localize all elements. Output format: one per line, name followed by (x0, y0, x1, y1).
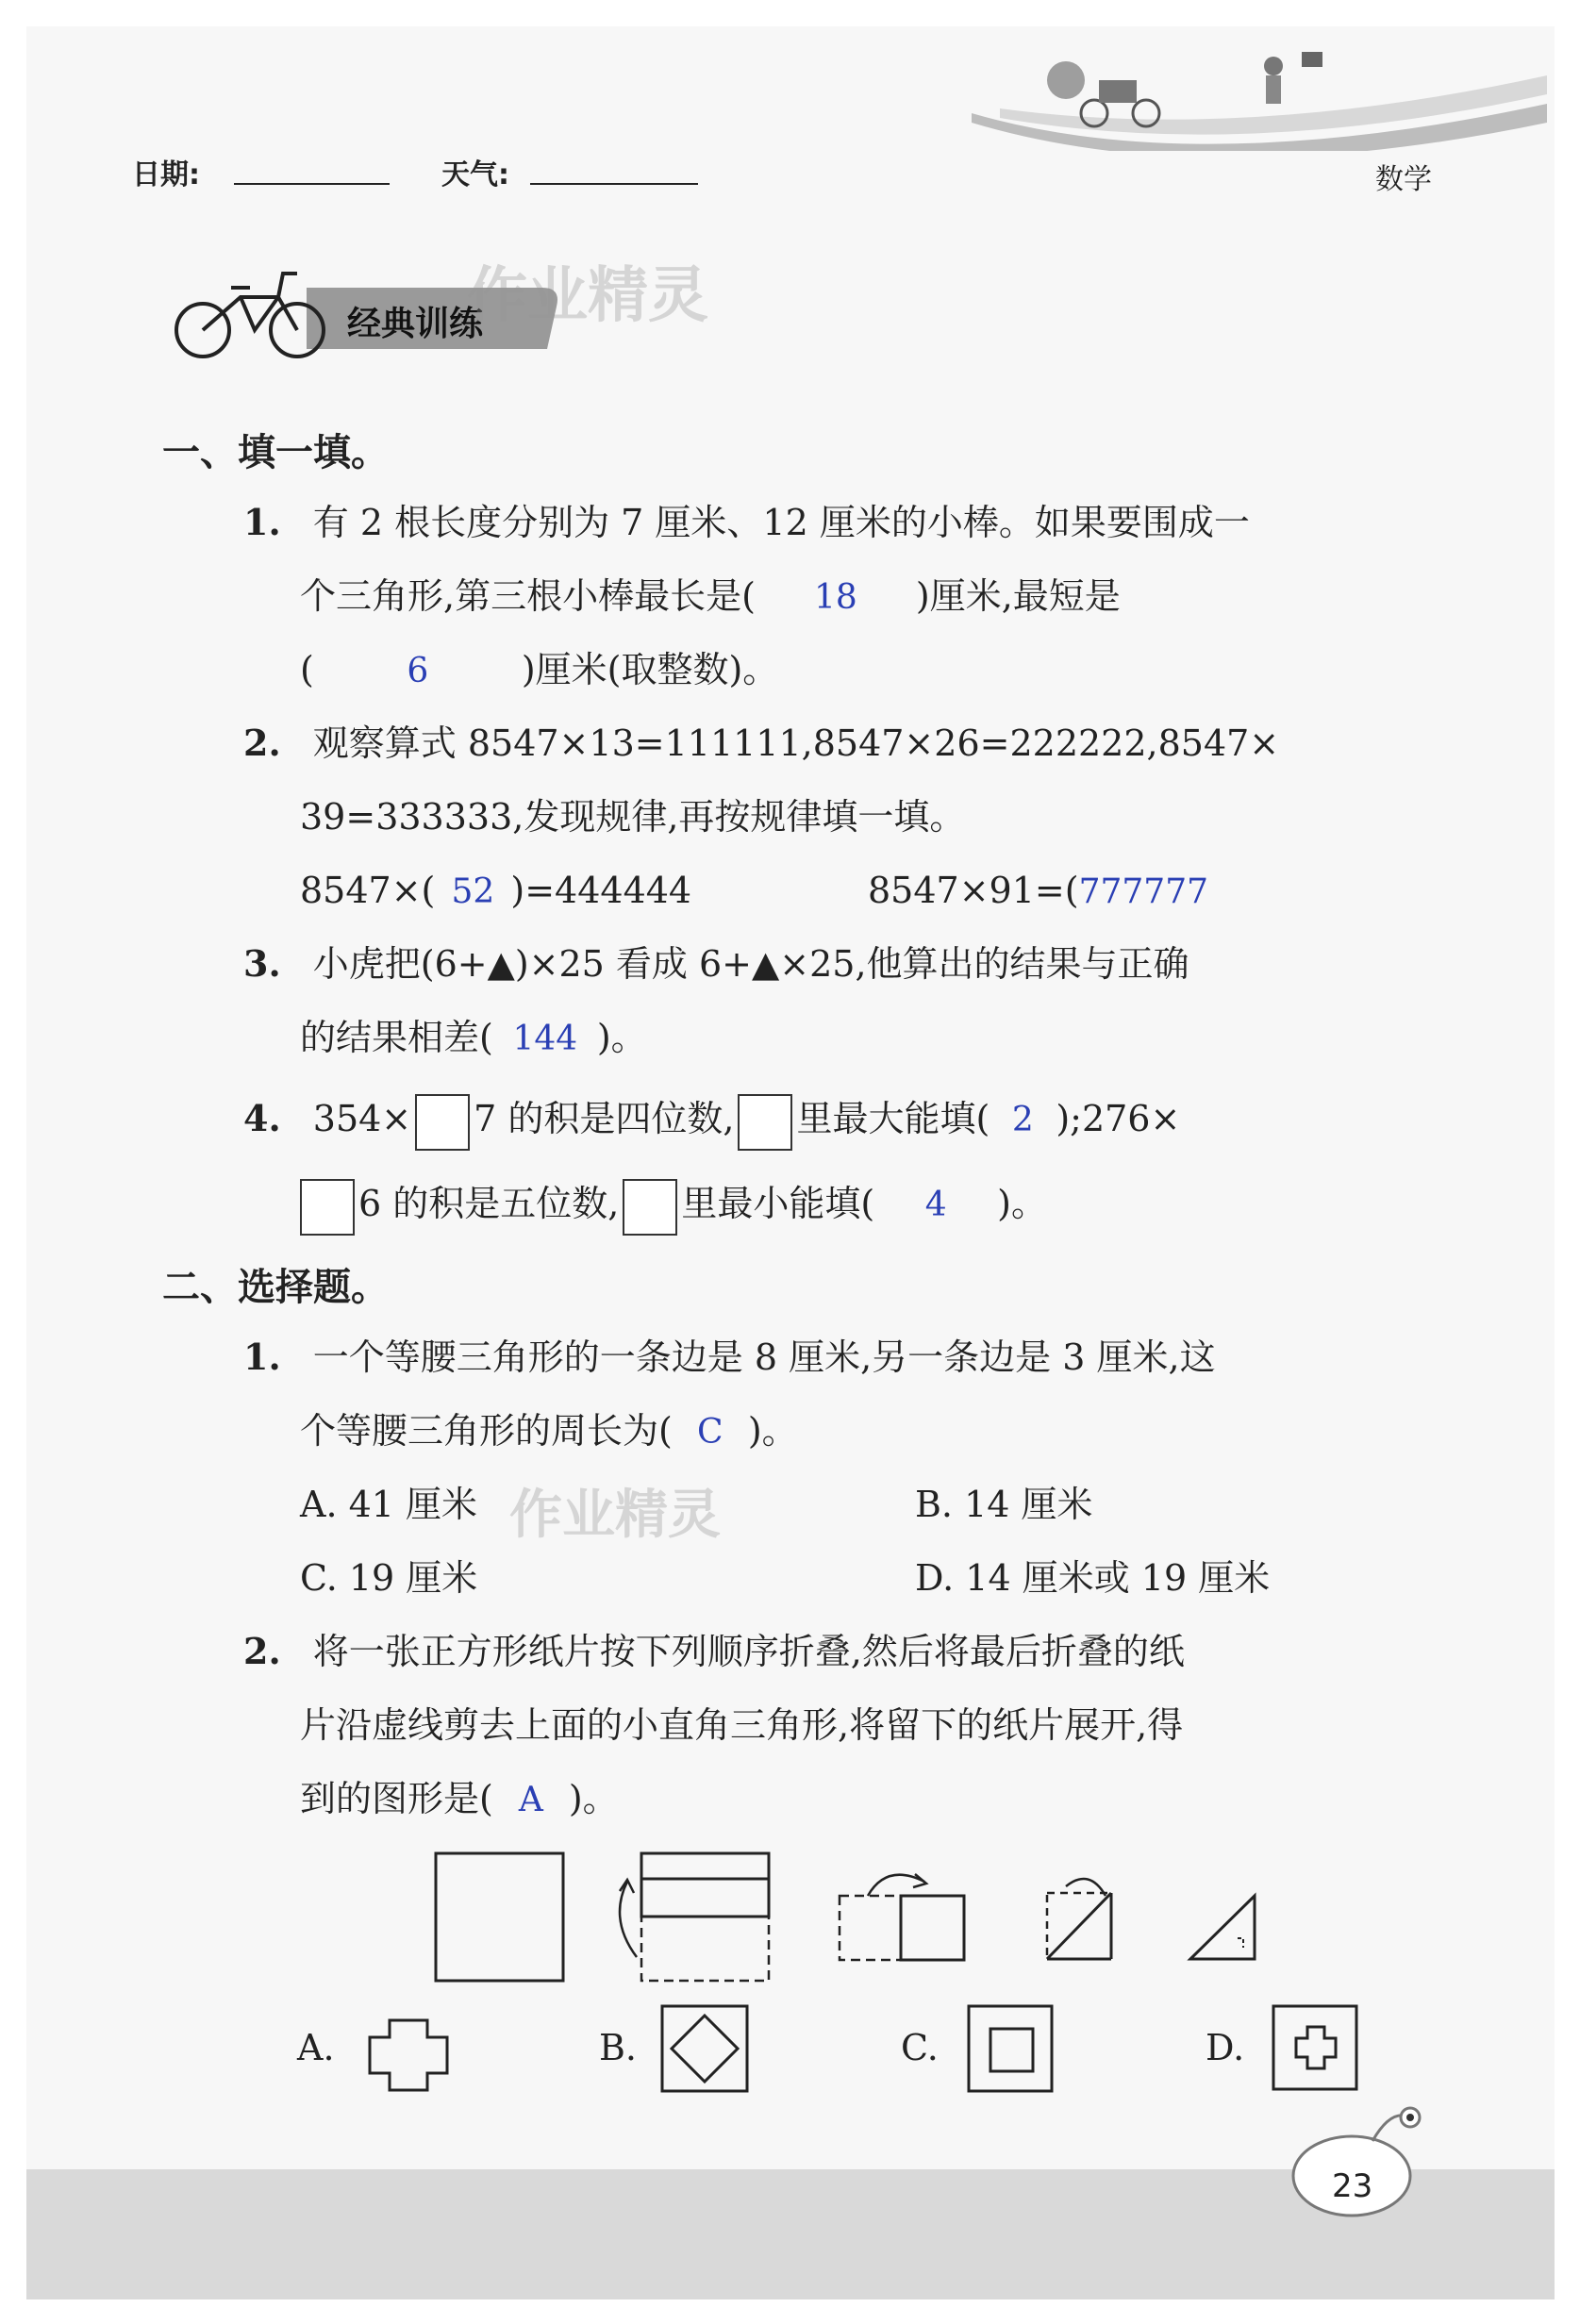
s1-q1-line1 (243, 486, 1250, 559)
choice-a-cross-shape (368, 2018, 453, 2094)
s1-q1-text2a: 个三角形,第三根小棒最长是( (300, 575, 756, 617)
choice-d-label: D. (1206, 2027, 1245, 2068)
s2-q1-option-b: B. 14 厘米 (915, 1484, 1093, 1525)
fold-step-3-quarter (840, 1874, 964, 1960)
s2-q2-text1: 将一张正方形纸片按下列顺序折叠,然后将最后折叠的纸 (312, 1631, 1185, 1672)
s1-q2-answer1: 52 (451, 872, 495, 911)
s1-q4-blank-box-2 (738, 1094, 792, 1151)
s2-q1-answer: C (697, 1413, 723, 1452)
s2-q1-text2b: )。 (747, 1410, 798, 1452)
s1-q4-line1 (243, 1082, 1180, 1157)
fold-step-2-half (620, 1853, 769, 1981)
s1-q2-expr1 (300, 854, 691, 929)
s1-q3-text2a: 的结果相差( (300, 1017, 493, 1058)
header-decoration-illustration (962, 38, 1556, 151)
date-blank (234, 183, 390, 185)
s1-q1-answer2: 6 (407, 652, 429, 690)
watermark-top: 作业精灵 (467, 261, 708, 331)
s1-q3-line1 (243, 927, 1189, 1001)
s1-q2-number: 2. (243, 722, 281, 764)
s1-q4-blank-box-4 (623, 1179, 677, 1236)
s1-q4-text-a: 354× (312, 1098, 412, 1139)
fold-step-4-diagonal (1047, 1879, 1111, 1959)
fold-step-5-triangle (1190, 1896, 1255, 1959)
s2-q2-text3b: )。 (568, 1778, 619, 1819)
subject-label: 数学 (1375, 163, 1432, 196)
s1-q3-line2 (300, 1001, 647, 1076)
s1-q2-expr2a: 8547×91=( (868, 870, 1079, 911)
s1-q1-text1: 有 2 根长度分别为 7 厘米、12 厘米的小棒。如果要围成一 (312, 502, 1250, 543)
s2-q1-text1: 一个等腰三角形的一条边是 8 厘米,另一条边是 3 厘米,这 (312, 1336, 1216, 1378)
watermark-middle: 作业精灵 (509, 1485, 721, 1546)
s1-q4-text-c: 里最大能填( (796, 1098, 990, 1139)
s1-q3-text1: 小虎把(6+▲)×25 看成 6+▲×25,他算出的结果与正确 (312, 943, 1189, 985)
s1-q4-blank-box-3 (300, 1179, 355, 1236)
s1-q4-answer1: 2 (1011, 1101, 1034, 1139)
s1-q2-answer2: 777777 (1078, 872, 1209, 911)
s2-q2-answer: A (518, 1781, 543, 1819)
fold-step-1-square (436, 1853, 563, 1981)
s1-q4-text-e: 6 的积是五位数, (358, 1183, 620, 1224)
s1-q4-text-g: )。 (997, 1183, 1047, 1224)
s1-q4-text-d: );276× (1056, 1098, 1181, 1139)
date-label: 日期: (132, 158, 200, 191)
s2-q2-text3a: 到的图形是( (300, 1778, 493, 1819)
s1-q2-expr1b: )=444444 (510, 870, 692, 911)
section1-title: 一、填一填。 (162, 431, 389, 474)
s1-q1-number: 1. (243, 501, 281, 543)
choice-c-label: C. (901, 2027, 939, 2068)
folding-sequence-figure (424, 1844, 1273, 2000)
s1-q4-answer2: 4 (924, 1186, 947, 1224)
s2-q2-line2: 片沿虚线剪去上面的小直角三角形,将留下的纸片展开,得 (300, 1704, 1184, 1746)
choice-a-label: A. (297, 2027, 335, 2068)
s1-q4-text-b: 7 的积是四位数, (474, 1098, 735, 1139)
s1-q2-line1 (243, 706, 1279, 780)
s2-q1-option-d: D. 14 厘米或 19 厘米 (915, 1557, 1271, 1599)
s1-q1-line2 (300, 559, 1121, 635)
choice-c-square-with-square (967, 2004, 1056, 2094)
s2-q1-option-c: C. 19 厘米 (300, 1557, 478, 1599)
s1-q4-blank-box-1 (415, 1094, 470, 1151)
section2-title: 二、选择题。 (162, 1266, 389, 1309)
choice-b-square-with-diamond (660, 2004, 750, 2094)
section-banner-title: 经典训练 (347, 305, 484, 343)
s1-q4-line2 (300, 1167, 1047, 1242)
page-number: 23 (1332, 2167, 1373, 2205)
s2-q1-number: 1. (243, 1336, 281, 1378)
s2-q2-line1 (243, 1615, 1185, 1688)
s2-q2-line3 (300, 1762, 619, 1837)
s1-q2-line2: 39=333333,发现规律,再按规律填一填。 (300, 796, 966, 838)
s2-q2-number: 2. (243, 1630, 281, 1672)
s1-q4-text-f: 里最小能填( (681, 1183, 875, 1224)
s2-q1-line2 (300, 1394, 798, 1469)
s1-q1-answer1: 18 (814, 578, 857, 617)
s1-q2-text1: 观察算式 8547×13=111111,8547×26=222222,8547× (312, 722, 1280, 764)
s1-q2-expr2 (868, 854, 1208, 929)
weather-blank (530, 183, 698, 185)
s1-q1-text3b: )厘米(取整数)。 (521, 649, 779, 690)
s1-q1-line3 (300, 633, 778, 708)
s1-q1-text3a: ( (300, 649, 314, 690)
s1-q3-number: 3. (243, 942, 281, 985)
s1-q4-number: 4. (243, 1097, 281, 1139)
s2-q1-option-a: A. 41 厘米 (300, 1484, 478, 1525)
s2-q1-line1 (243, 1320, 1216, 1394)
choice-d-square-with-cross (1272, 2004, 1361, 2094)
s1-q3-text2b: )。 (596, 1017, 647, 1058)
s1-q2-expr1a: 8547×( (300, 870, 436, 911)
s1-q3-answer: 144 (512, 1020, 578, 1058)
choice-b-label: B. (599, 2027, 638, 2068)
s1-q1-text2b: )厘米,最短是 (915, 575, 1121, 617)
weather-label: 天气: (441, 158, 509, 191)
s2-q1-text2a: 个等腰三角形的周长为( (300, 1410, 673, 1452)
